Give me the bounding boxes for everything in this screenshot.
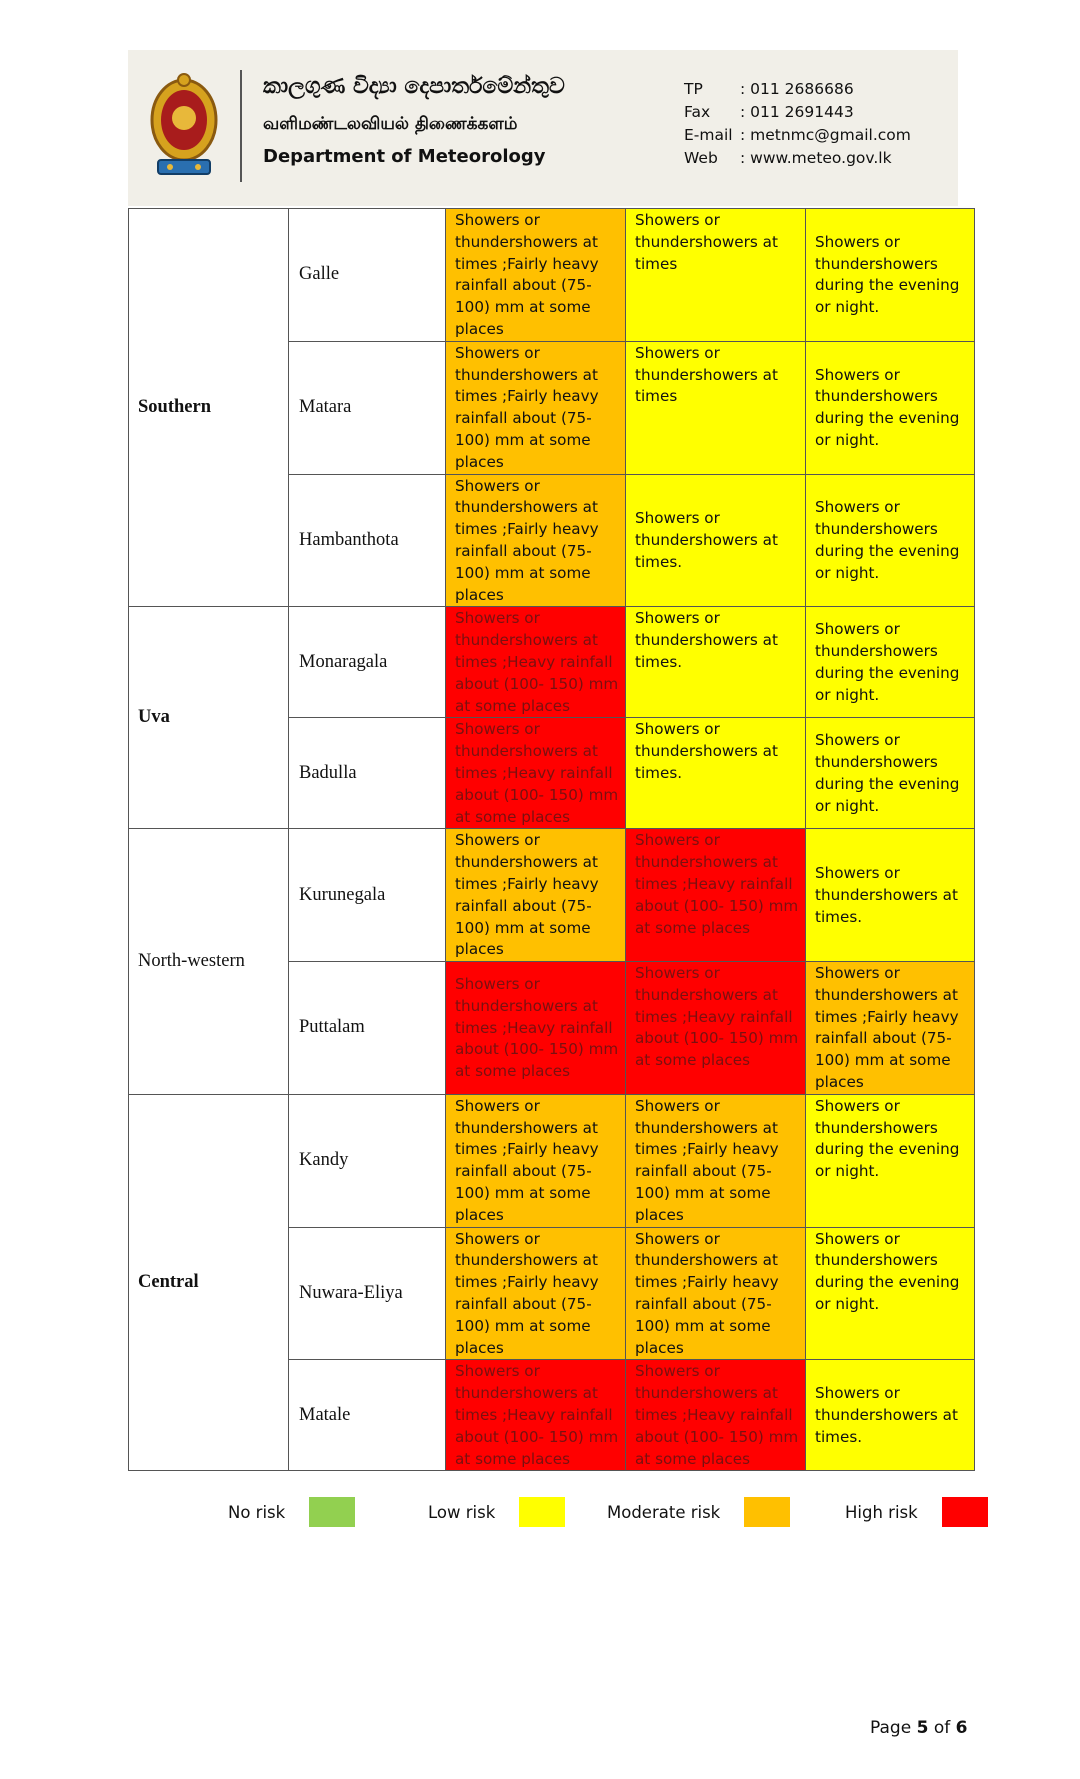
contact-value: : 011 2691443 bbox=[740, 103, 854, 121]
district-name: Matale bbox=[289, 1360, 446, 1471]
contact-label: E-mail bbox=[684, 126, 733, 144]
contact-value[interactable]: : www.meteo.gov.lk bbox=[740, 149, 892, 167]
district-name: Monaragala bbox=[289, 607, 446, 718]
forecast-cell: Showers or thundershowers during the evening or night. bbox=[806, 341, 975, 474]
district-name: Galle bbox=[289, 209, 446, 342]
contact-label: Web bbox=[684, 149, 718, 167]
forecast-cell: Showers or thundershowers at times. bbox=[626, 718, 806, 829]
page-number bbox=[870, 1718, 967, 1738]
forecast-cell: Showers or thundershowers during the evening or night. bbox=[806, 1094, 975, 1227]
forecast-cell: Showers or thundershowers at times ;Fairly heavy rainfall about (75-100) mm at some places bbox=[626, 1227, 806, 1360]
legend-swatch bbox=[309, 1497, 355, 1527]
header-divider bbox=[240, 70, 242, 182]
forecast-cell: Showers or thundershowers at times ;Fairly heavy rainfall about (75-100) mm at some places bbox=[446, 474, 626, 607]
table-row bbox=[129, 829, 975, 962]
legend-label: Low risk bbox=[428, 1502, 496, 1522]
legend-label: High risk bbox=[845, 1502, 918, 1522]
forecast-cell: Showers or thundershowers at times ;Heavy rainfall about (100- 150) mm at some places bbox=[446, 718, 626, 829]
table-row bbox=[129, 1094, 975, 1227]
forecast-cell: Showers or thundershowers at times. bbox=[626, 607, 806, 718]
org-name-tamil: வளிமண்டலவியல் திணைக்களம் bbox=[263, 114, 518, 134]
legend-swatch bbox=[519, 1497, 565, 1527]
forecast-cell: Showers or thundershowers at times bbox=[626, 209, 806, 342]
forecast-cell: Showers or thundershowers at times bbox=[626, 341, 806, 474]
org-name-english: Department of Meteorology bbox=[263, 146, 546, 167]
contact-web bbox=[684, 147, 911, 170]
forecast-cell: Showers or thundershowers at times ;Heavy rainfall about (100- 150) mm at some places bbox=[446, 962, 626, 1095]
forecast-table bbox=[128, 208, 975, 1471]
province-name: Uva bbox=[129, 607, 289, 829]
district-name: Badulla bbox=[289, 718, 446, 829]
forecast-cell: Showers or thundershowers at times ;Fairly heavy rainfall about (75-100) mm at some places bbox=[806, 962, 975, 1095]
forecast-cell: Showers or thundershowers at times. bbox=[806, 829, 975, 962]
district-name: Nuwara-Eliya bbox=[289, 1227, 446, 1360]
forecast-cell: Showers or thundershowers at times ;Heavy rainfall about (100- 150) mm at some places bbox=[446, 1360, 626, 1471]
forecast-cell: Showers or thundershowers at times ;Heavy rainfall about (100- 150) mm at some places bbox=[626, 1360, 806, 1471]
forecast-cell: Showers or thundershowers during the evening or night. bbox=[806, 209, 975, 342]
forecast-cell: Showers or thundershowers during the evening or night. bbox=[806, 718, 975, 829]
province-name: Southern bbox=[129, 209, 289, 607]
contact-label: Fax bbox=[684, 103, 711, 121]
district-name: Puttalam bbox=[289, 962, 446, 1095]
district-name: Matara bbox=[289, 341, 446, 474]
table-row bbox=[129, 607, 975, 718]
legend-item-low-risk bbox=[428, 1497, 565, 1527]
legend-item-no-risk bbox=[228, 1497, 355, 1527]
province-name: North-western bbox=[129, 829, 289, 1095]
legend-label: Moderate risk bbox=[607, 1502, 721, 1522]
contact-email bbox=[684, 124, 911, 147]
contact-info bbox=[684, 78, 911, 170]
forecast-cell: Showers or thundershowers at times ;Fairly heavy rainfall about (75-100) mm at some places bbox=[446, 1227, 626, 1360]
forecast-cell: Showers or thundershowers at times ;Fairly heavy rainfall about (75-100) mm at some places bbox=[446, 1094, 626, 1227]
district-name: Kurunegala bbox=[289, 829, 446, 962]
page-current: 5 bbox=[916, 1718, 929, 1738]
forecast-cell: Showers or thundershowers at times ;Heavy rainfall about (100- 150) mm at some places bbox=[626, 829, 806, 962]
page-of: of bbox=[933, 1718, 951, 1738]
forecast-cell: Showers or thundershowers at times ;Heavy rainfall about (100- 150) mm at some places bbox=[446, 607, 626, 718]
forecast-cell: Showers or thundershowers at times ;Heavy rainfall about (100- 150) mm at some places bbox=[626, 962, 806, 1095]
forecast-cell: Showers or thundershowers at times. bbox=[806, 1360, 975, 1471]
page-prefix: Page bbox=[870, 1718, 912, 1738]
page-total: 6 bbox=[955, 1718, 968, 1738]
forecast-cell: Showers or thundershowers at times ;Fairly heavy rainfall about (75-100) mm at some places bbox=[626, 1094, 806, 1227]
province-name: Central bbox=[129, 1094, 289, 1471]
org-name-sinhala: කාලගුණ විද්‍යා දෙපාර්තමේන්තුව bbox=[263, 74, 565, 99]
contact-label: TP bbox=[684, 80, 703, 98]
contact-value: : 011 2686686 bbox=[740, 80, 854, 98]
contact-phone bbox=[684, 78, 911, 101]
district-name: Hambanthota bbox=[289, 474, 446, 607]
table-row bbox=[129, 209, 975, 342]
district-name: Kandy bbox=[289, 1094, 446, 1227]
legend-label: No risk bbox=[228, 1502, 286, 1522]
forecast-cell: Showers or thundershowers at times ;Fairly heavy rainfall about (75-100) mm at some places bbox=[446, 209, 626, 342]
legend-item-high-risk bbox=[845, 1497, 988, 1527]
contact-value[interactable]: : metnmc@gmail.com bbox=[740, 126, 911, 144]
forecast-cell: Showers or thundershowers during the evening or night. bbox=[806, 1227, 975, 1360]
forecast-cell: Showers or thundershowers at times ;Fairly heavy rainfall about (75-100) mm at some places bbox=[446, 341, 626, 474]
legend-swatch bbox=[744, 1497, 790, 1527]
legend-item-moderate-risk bbox=[607, 1497, 790, 1527]
forecast-cell: Showers or thundershowers at times. bbox=[626, 474, 806, 607]
forecast-cell: Showers or thundershowers during the evening or night. bbox=[806, 474, 975, 607]
letterhead bbox=[128, 50, 958, 206]
risk-legend bbox=[0, 1497, 1080, 1531]
forecast-cell: Showers or thundershowers during the evening or night. bbox=[806, 607, 975, 718]
legend-swatch bbox=[942, 1497, 988, 1527]
sri-lanka-emblem-icon bbox=[148, 72, 220, 180]
forecast-cell: Showers or thundershowers at times ;Fairly heavy rainfall about (75-100) mm at some places bbox=[446, 829, 626, 962]
contact-fax bbox=[684, 101, 911, 124]
